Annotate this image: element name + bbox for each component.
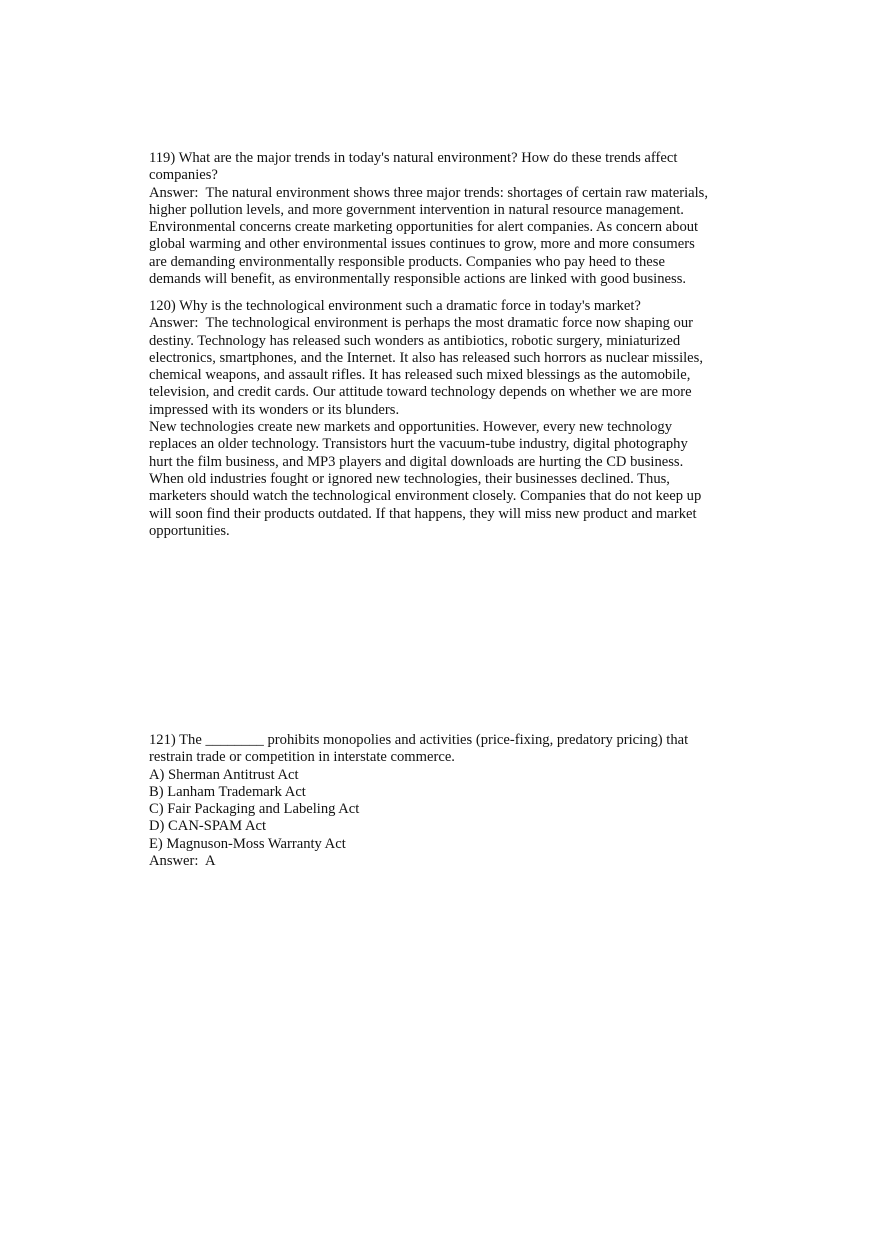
question-119-prompt-line-2: companies?	[149, 167, 218, 184]
question-120-answer-line-4: chemical weapons, and assault rifles. It has released such mixed blessings as the automobile,	[149, 367, 691, 384]
question-119-answer-line-1: Answer: The natural environment shows three major trends: shortages of certain raw materials,	[149, 184, 708, 201]
question-121-prompt-line-2: restrain trade or competition in interstate commerce.	[149, 749, 455, 766]
question-120-answer-line-7: New technologies create new markets and opportunities. However, every new technology	[149, 419, 672, 436]
question-119-block	[149, 150, 739, 288]
question-120-answer-line-13: opportunities.	[149, 522, 230, 539]
question-120-answer-line-3: electronics, smartphones, and the Internet. It also has released such horrors as nuclear missiles,	[149, 349, 703, 366]
question-121-option-b: B) Lanham Trademark Act	[149, 783, 306, 800]
question-119-answer-line-5: are demanding environmentally responsible products. Companies who pay heed to these	[149, 253, 665, 270]
question-120-answer-line-8: replaces an older technology. Transistors hurt the vacuum-tube industry, digital photography	[149, 436, 688, 453]
question-120-answer-line-1: Answer: The technological environment is perhaps the most dramatic force now shaping our	[149, 315, 694, 332]
question-120-answer-line-9: hurt the film business, and MP3 players and digital downloads are hurting the CD business.	[149, 453, 684, 470]
question-119-answer-line-2: higher pollution levels, and more government intervention in natural resource management.	[149, 201, 684, 218]
question-121-option-e: E) Magnuson-Moss Warranty Act	[149, 835, 346, 852]
question-120-answer-line-11: marketers should watch the technological environment closely. Companies that do not keep up	[149, 488, 702, 505]
question-120-answer-line-12: will soon find their products outdated. If that happens, they will miss new product and market	[149, 505, 697, 522]
question-120-answer-line-6: impressed with its wonders or its blunders.	[149, 401, 400, 418]
question-119-answer-line-3: Environmental concerns create marketing opportunities for alert companies. As concern about	[149, 219, 699, 236]
question-120-answer-line-10: When old industries fought or ignored new technologies, their businesses declined. Thus,	[149, 470, 670, 487]
question-120-answer-line-2: destiny. Technology has released such wonders as antibiotics, robotic surgery, miniaturized	[149, 332, 681, 349]
question-121-block	[149, 732, 739, 870]
question-121-option-c: C) Fair Packaging and Labeling Act	[149, 801, 360, 818]
question-121-option-d: D) CAN-SPAM Act	[149, 818, 267, 835]
question-119-answer-line-6: demands will benefit, as environmentally responsible actions are linked with good business.	[149, 271, 687, 288]
question-121-answer: Answer: A	[149, 853, 216, 870]
question-121-option-a: A) Sherman Antitrust Act	[149, 766, 299, 783]
question-120-prompt: 120) Why is the technological environment such a dramatic force in today's market?	[149, 298, 641, 314]
question-119-prompt-line-1: 119) What are the major trends in today's natural environment? How do these trends affect	[149, 150, 678, 166]
question-120-answer-line-5: television, and credit cards. Our attitude toward technology depends on whether we are more	[149, 384, 692, 401]
question-120-block	[149, 298, 739, 540]
question-119-answer-line-4: global warming and other environmental issues continues to grow, more and more consumers	[149, 236, 695, 253]
question-121-prompt-line-1: 121) The ________ prohibits monopolies and activities (price-fixing, predatory pricing) that	[149, 732, 689, 748]
